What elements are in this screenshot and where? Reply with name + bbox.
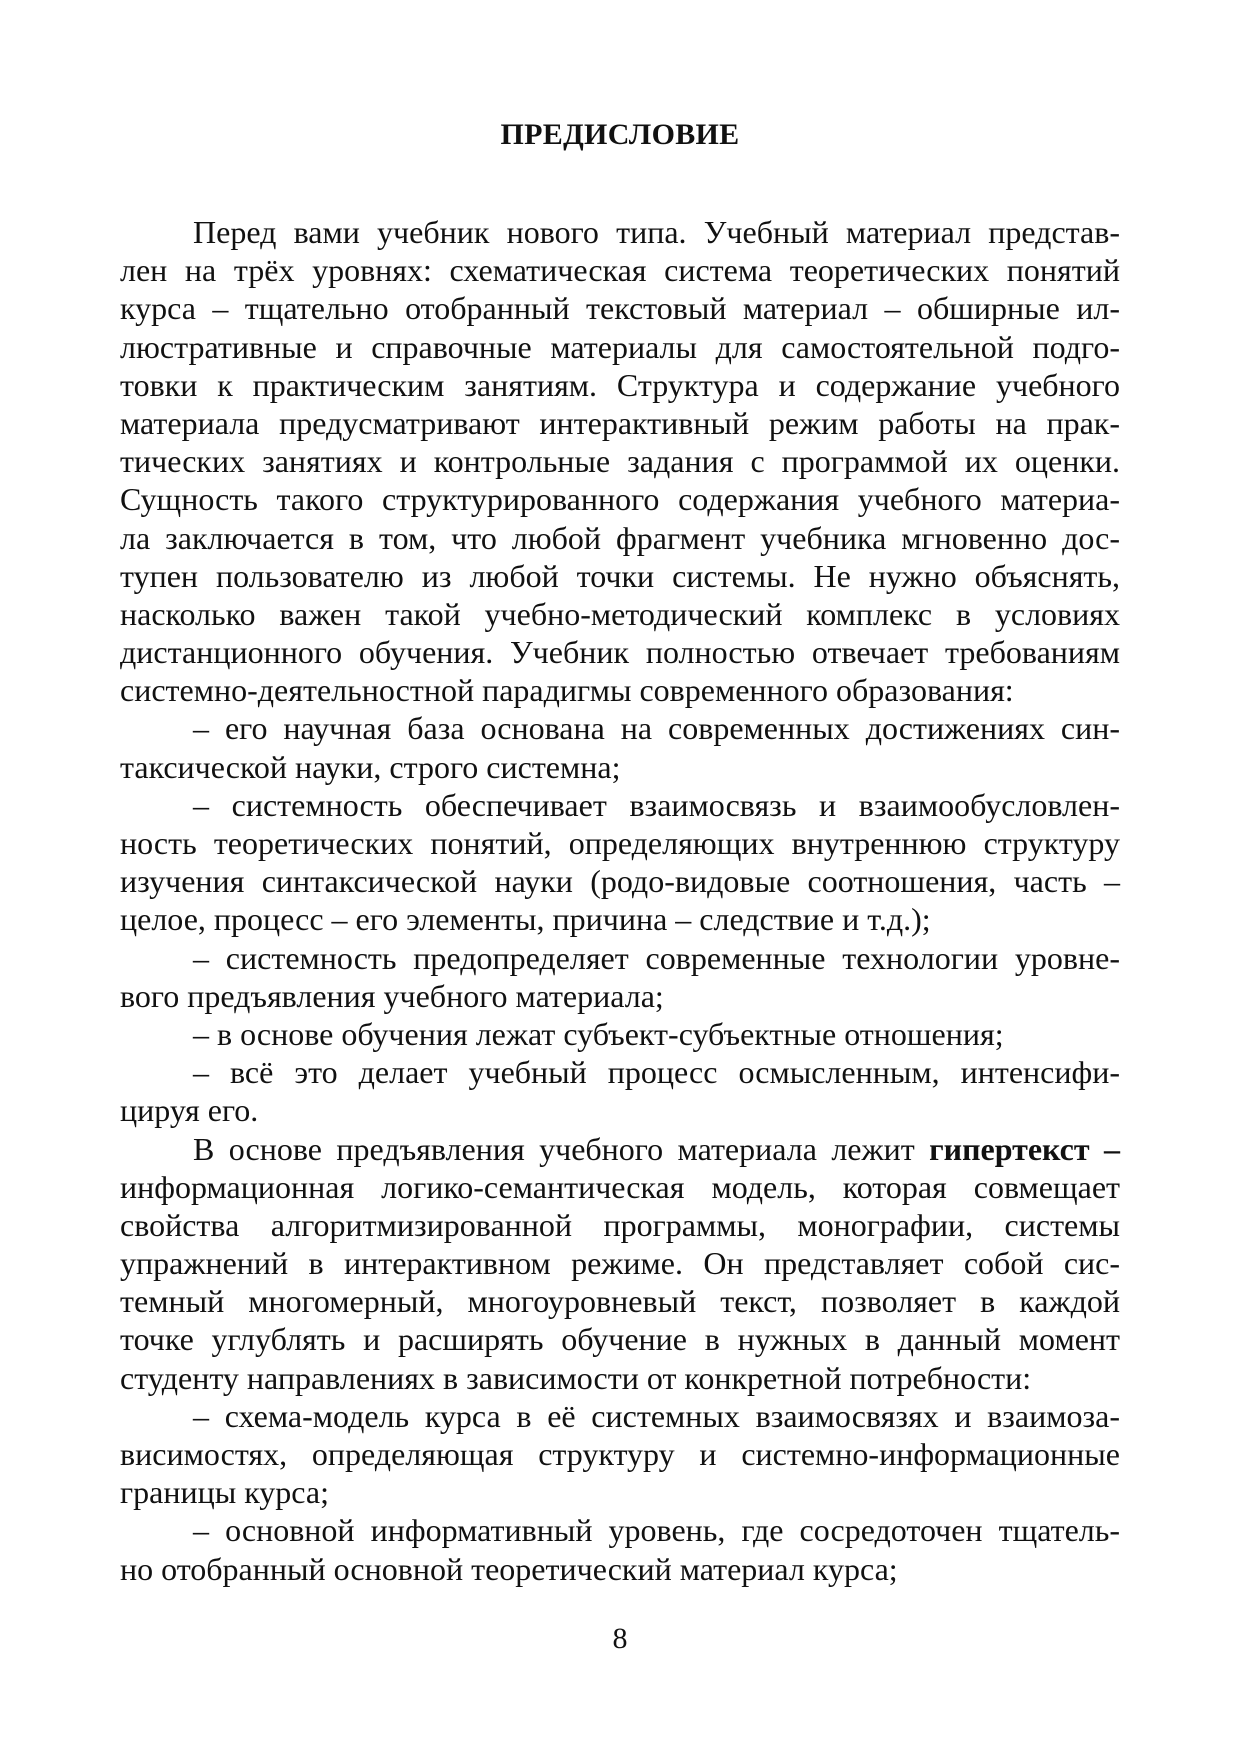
hypertext-line [120, 1130, 1120, 1168]
text-line: тических занятиях и контрольные задания с программой их оценки. [120, 443, 1120, 480]
text-line: системно-деятельностной парадигмы современного образования: [120, 672, 1014, 709]
text-line: материала предусматривают интерактивный режим работы на прак- [120, 404, 1120, 441]
page-title: ПРЕДИСЛОВИЕ [500, 118, 740, 151]
body-text [120, 213, 1120, 1588]
text-line: – в основе обучения лежат субъект-субъектные отношения; [193, 1015, 1004, 1052]
paragraph-group-2 [120, 1168, 1120, 1588]
text-line: товки к практическим занятиям. Структура и содержание учебного [120, 366, 1120, 403]
text-line: вого предъявления учебного материала; [120, 977, 664, 1014]
text-line: ность теоретических понятий, определяющих внутреннюю структуру [120, 825, 1120, 861]
text-line: тупен пользователю из любой точки системы. Не нужно объяснять, [120, 557, 1120, 594]
text-line: Сущность такого структурированного содержания учебного материа- [120, 481, 1120, 518]
text-line: но отобранный основной теоретический материал курса; [120, 1550, 898, 1587]
text-line: свойства алгоритмизированной программы, монографии, системы [120, 1206, 1120, 1243]
text-line: – основной информативный уровень, где сосредоточен тщатель- [193, 1512, 1120, 1549]
text-line: упражнений в интерактивном режиме. Он представляет собой сис- [120, 1245, 1120, 1282]
text-line: висимостях, определяющая структуру и системно-информационные [120, 1436, 1120, 1472]
page-number: 8 [612, 1622, 628, 1655]
text-line: курса – тщательно отобранный текстовый материал – обширные ил- [120, 290, 1120, 327]
text-line: информационная логико-семантическая модель, которая совмещает [120, 1168, 1120, 1205]
text-line: лен на трёх уровнях: схематическая система теоретических понятий [120, 252, 1120, 289]
text-line: – системность обеспечивает взаимосвязь и взаимообусловлен- [193, 786, 1120, 823]
text-line: – его научная база основана на современных достижениях син- [193, 710, 1120, 747]
text-line: студенту направлениях в зависимости от конкретной потребности: [120, 1359, 1032, 1396]
text-line: – схема-модель курса в её системных взаимосвязях и взаимоза- [193, 1397, 1120, 1434]
text-line: точке углублять и расширять обучение в нужных в данный момент [120, 1321, 1120, 1358]
text-line: люстративные и справочные материалы для самостоятельной подго- [120, 328, 1120, 365]
text-line: ла заключается в том, что любой фрагмент учебника мгновенно дос- [120, 519, 1120, 556]
text-line: границы курса; [120, 1474, 329, 1511]
hypertext-line-start: В основе предъявления учебного материала лежит [193, 1130, 930, 1167]
text-line: – всё это делает учебный процесс осмысленным, интенсифи- [193, 1054, 1120, 1091]
text-line: таксической науки, строго системна; [120, 748, 621, 785]
text-line: насколько важен такой учебно-методический комплекс в условиях [120, 595, 1120, 632]
text-line: целое, процесс – его элементы, причина – следствие и т.д.); [120, 901, 931, 938]
text-line: дистанционного обучения. Учебник полностью отвечает требованиям [120, 634, 1120, 671]
hypertext-term: гипертекст – [929, 1130, 1121, 1167]
text-line: цируя его. [120, 1092, 259, 1129]
text-line: – системность предопределяет современные технологии уровне- [193, 939, 1120, 976]
text-line: темный многомерный, многоуровневый текст, позволяет в каждой [120, 1283, 1120, 1320]
text-line: Перед вами учебник нового типа. Учебный материал представ- [193, 214, 1120, 250]
paragraph-group-1 [120, 213, 1120, 1130]
text-line: изучения синтаксической науки (родо-видовые соотношения, часть – [120, 863, 1120, 900]
